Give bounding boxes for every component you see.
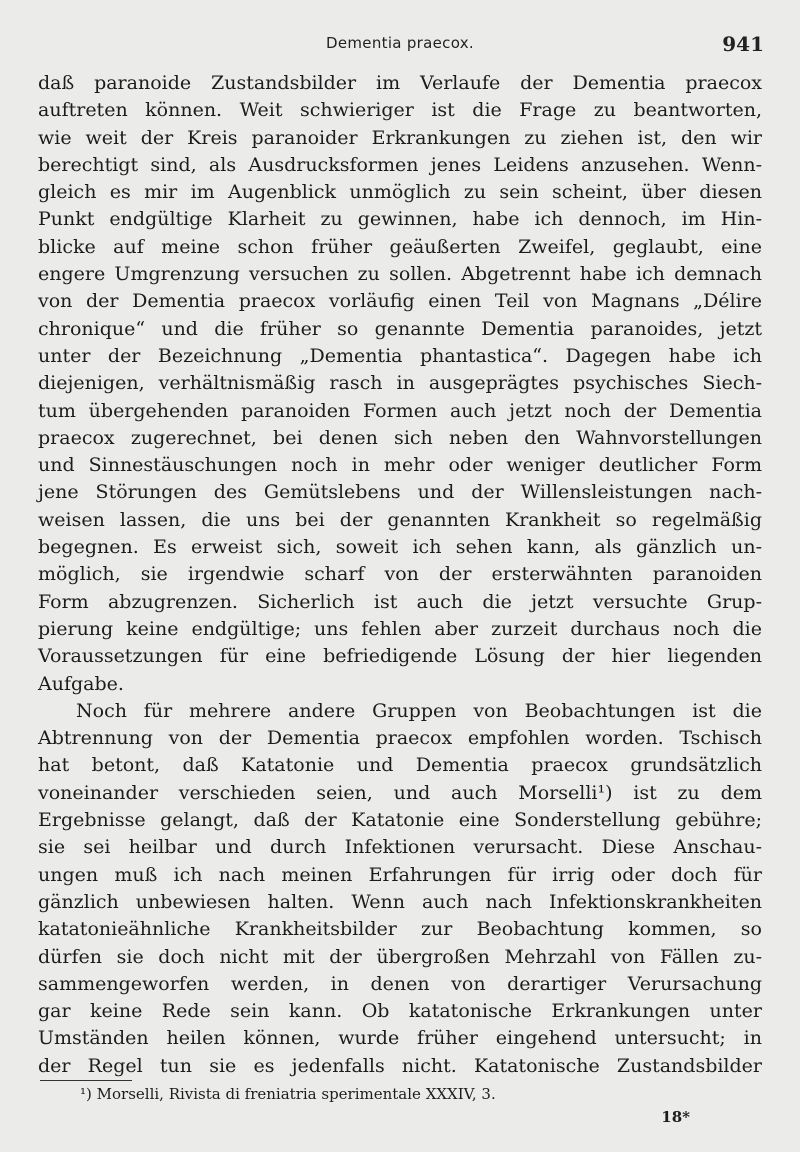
text-line: gar keine Rede sein kann. Ob katatonische Erkrankungen unter	[38, 1000, 762, 1023]
text-line: voneinander verschieden seien, und auch Morselli¹) ist zu dem	[38, 781, 762, 804]
text-line: Umständen heilen können, wurde früher eingehend untersucht; in	[38, 1027, 762, 1050]
text-line: unter der Bezeichnung „Dementia phantastica“. Dagegen habe ich	[38, 344, 762, 367]
text-line: gleich es mir im Augenblick unmöglich zu sein scheint, über diesen	[38, 181, 762, 204]
text-line: gänzlich unbewiesen halten. Wenn auch nach Infektionskrankheiten	[38, 890, 762, 913]
page-number: 941	[722, 32, 764, 56]
text-line: Abtrennung von der Dementia praecox empfohlen worden. Tschisch	[38, 727, 762, 750]
paragraph-start-line: Noch für mehrere andere Gruppen von Beobachtungen ist die	[76, 699, 762, 722]
text-line: Ergebnisse gelangt, daß der Katatonie eine Sonderstellung gebühre;	[38, 809, 762, 832]
text-line: von der Dementia praecox vorläufig einen Teil von Magnans „Délire	[38, 290, 762, 313]
footnote: ¹) Morselli, Rivista di freniatria sperimentale XXXIV, 3.	[80, 1085, 496, 1103]
footnote-divider	[40, 1080, 132, 1081]
text-line: daß paranoide Zustandsbilder im Verlaufe der Dementia praecox	[38, 72, 762, 94]
body-text	[38, 70, 762, 1080]
text-line: Form abzugrenzen. Sicherlich ist auch die jetzt versuchte Grup-	[38, 590, 762, 613]
text-line: auftreten können. Weit schwieriger ist die Frage zu beantworten,	[38, 99, 762, 122]
text-line: Voraussetzungen für eine befriedigende Lösung der hier liegenden	[38, 645, 762, 668]
text-line: der Regel tun sie es jedenfalls nicht. Katatonische Zustandsbilder	[38, 1054, 762, 1077]
text-line: begegnen. Es erweist sich, soweit ich sehen kann, als gänzlich un-	[38, 536, 762, 559]
text-line: berechtigt sind, als Ausdrucksformen jenes Leidens anzusehen. Wenn-	[38, 153, 762, 176]
text-line: möglich, sie irgendwie scharf von der ersterwähnten paranoiden	[38, 563, 762, 586]
text-line: engere Umgrenzung versuchen zu sollen. Abgetrennt habe ich demnach	[38, 263, 762, 286]
text-line: hat betont, daß Katatonie und Dementia praecox grundsätzlich	[38, 754, 762, 777]
running-head: Dementia praecox.	[326, 34, 474, 52]
text-line: chronique“ und die früher so genannte Dementia paranoides, jetzt	[38, 317, 762, 340]
text-line: jene Störungen des Gemütslebens und der Willensleistungen nach-	[38, 481, 762, 504]
signature-mark: 18*	[661, 1108, 690, 1126]
text-line: pierung keine endgültige; uns fehlen aber zurzeit durchaus noch die	[38, 617, 762, 640]
text-line: Punkt endgültige Klarheit zu gewinnen, habe ich dennoch, im Hin-	[38, 208, 762, 231]
text-line: katatonieähnliche Krankheitsbilder zur Beobachtung kommen, so	[38, 918, 762, 941]
text-line: sie sei heilbar und durch Infektionen verursacht. Diese Anschau-	[38, 836, 762, 859]
page-header	[0, 30, 800, 60]
text-line: diejenigen, verhältnismäßig rasch in ausgeprägtes psychisches Siech-	[38, 372, 762, 395]
text-line: und Sinnestäuschungen noch in mehr oder weniger deutlicher Form	[38, 454, 762, 477]
text-line: blicke auf meine schon früher geäußerten Zweifel, geglaubt, eine	[38, 235, 762, 258]
text-line: wie weit der Kreis paranoider Erkrankungen zu ziehen ist, den wir	[38, 126, 762, 149]
text-line: ungen muß ich nach meinen Erfahrungen für irrig oder doch für	[38, 863, 762, 886]
text-line: sammengeworfen werden, in denen von derartiger Verursachung	[38, 972, 762, 995]
paragraph-end-line: Aufgabe.	[38, 672, 124, 695]
text-line: praecox zugerechnet, bei denen sich neben den Wahnvorstellungen	[38, 426, 762, 449]
text-line: tum übergehenden paranoiden Formen auch jetzt noch der Dementia	[38, 399, 762, 422]
text-line: dürfen sie doch nicht mit der übergroßen Mehrzahl von Fällen zu-	[38, 945, 762, 968]
text-line: weisen lassen, die uns bei der genannten Krankheit so regelmäßig	[38, 508, 762, 531]
